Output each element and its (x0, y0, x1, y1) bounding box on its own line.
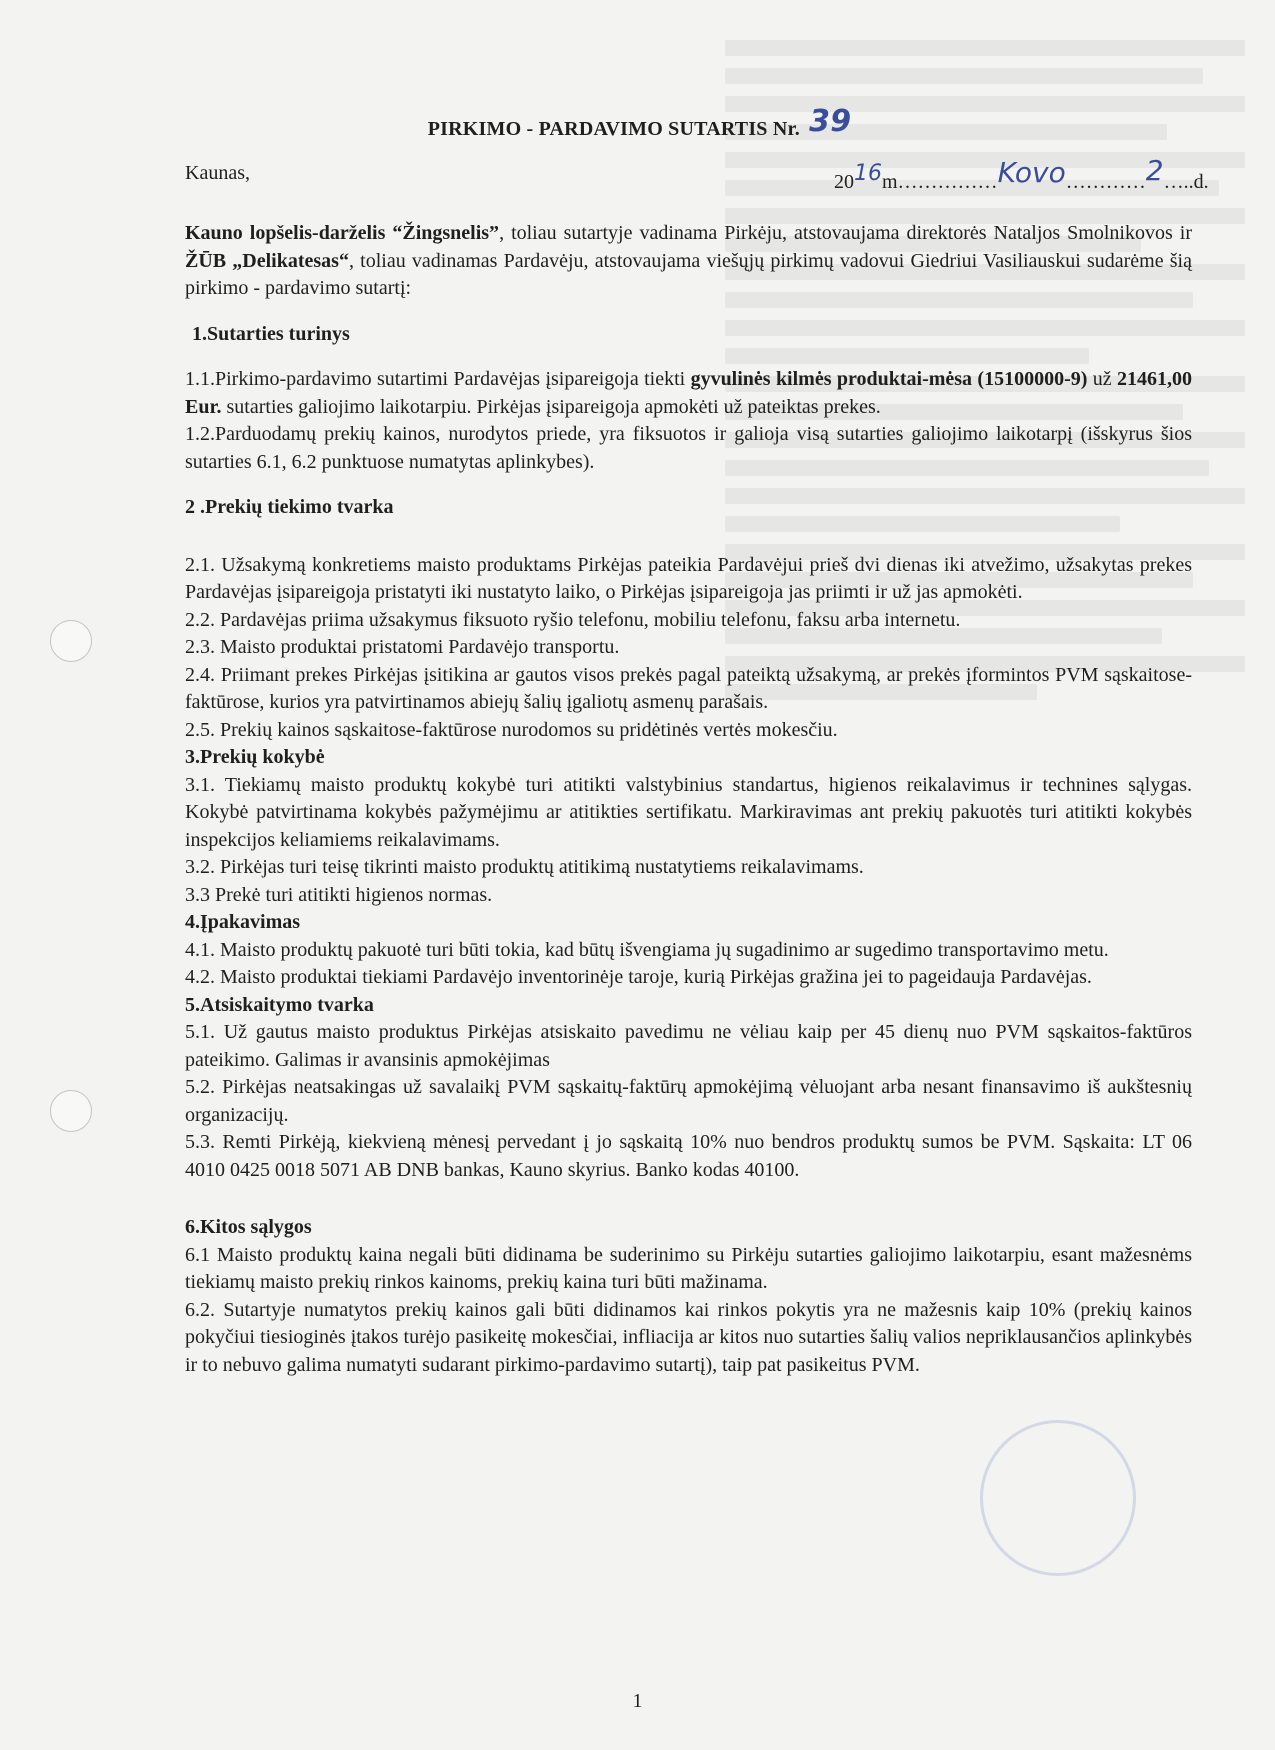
clause-4-2: 4.2. Maisto produktai tiekiami Pardavėjo inventorinėje taroje, kurią Pirkėjas gražina jei to pageidauja Pardavėjas. (185, 966, 1092, 988)
page-number: 1 (632, 1690, 643, 1712)
intro-paragraph: Kauno lopšelis-darželis “Žingsnelis”, toliau sutartyje vadinama Pirkėju, atstovaujama direktorės Nataljos Smolnikovos ir ŽŪB „Delikatesas“, toliau vadinamas Pardavėju, atstovaujama viešųjų pirkimų vadovui Giedriui Vasiliauskui sudarėme šią pirkimo - pardavimo sutartį: (185, 222, 1192, 299)
section-6-heading: 6.Kitos sąlygos (185, 1216, 312, 1238)
clause-3-1: 3.1. Tiekiamų maisto produktų kokybė turi atitikti valstybinius standartus, higienos reikalavimus ir technines sąlygas. Kokybė patvirtinama kokybės pažymėjimu ar atitikties sertifikatu. Markiravimas ant prekių pakuotės turi atitikti kokybės inspekcijos keliamiems reikalavimams. (185, 773, 1192, 851)
section-4-heading: 4.Įpakavimas (185, 911, 301, 933)
clause-1-1: 1.1.Pirkimo-pardavimo sutartimi Pardavėjas įsipareigoja tiekti gyvulinės kilmės produktai-mėsa (15100000-9) už 21461,00 Eur. sutarties galiojimo laikotarpiu. Pirkėjas įsipareigoja apmokėti už pateiktas prekes. (185, 368, 1192, 418)
clause-2-5: 2.5. Prekių kainos sąskaitose-faktūrose nurodomos su pridėtinės vertės mokesčiu. (185, 718, 838, 741)
city: Kaunas, (185, 162, 250, 184)
section-1-heading: 1.Sutarties turinys (192, 322, 350, 345)
clause-2-1: 2.1. Užsakymą konkretiems maisto produktams Pirkėjas pateikia Pardavėjui prieš dvi dienas iki atvežimo, užsakytas prekes Pardavėjas įsipareigoja pristatyti iki nustatyto laiko, o Pirkėjas įsipareigoja jas priimti ir už jas apmokėti. (185, 553, 1192, 603)
clause-1-2: 1.2.Parduodamų prekių kainos, nurodytos priede, yra fiksuotos ir galioja visą sutarties galiojimo laikotarpį (išskyrus šios sutarties 6.1, 6.2 punktuose numatytas aplinkybes). (185, 423, 1192, 473)
clause-6-2: 6.2. Sutartyje numatytos prekių kainos gali būti didinamos kai rinkos pokytis yra ne mažesnis kaip 10% (prekių kainos pokyčiui tiesioginės įtakos turėjo pasikeitę mokesčiai, infliacija ar kitos nuo sutarties šalių valios nepriklausančios aplinkybės ir to nebuvo galima numatyti sudarant pirkimo-pardavimo sutartį), taip pat pasikeitus PVM. (185, 1298, 1192, 1376)
clause-5-1: 5.1. Už gautus maisto produktus Pirkėjas atsiskaito pavedimu ne vėliau kaip per 45 dienų nuo PVM sąskaitos-faktūros pateikimo. Galimas ir avansinis apmokėjimas (185, 1021, 1192, 1071)
handwritten-number: 39 (809, 104, 852, 139)
clause-2-3: 2.3. Maisto produktai pristatomi Pardavėjo transportu. (185, 636, 620, 658)
punch-hole (50, 1090, 92, 1132)
contract-date: 2016m……………Kovo…………2…..d. (834, 154, 1209, 193)
clause-2-2: 2.2. Pardavėjas priima užsakymus fiksuoto ryšio telefonu, mobiliu telefonu, faksu arba internetu. (185, 608, 961, 631)
clause-2-4: 2.4. Priimant prekes Pirkėjas įsitikina ar gautos visos prekės pagal pateiktą užsakymą, ar prekės įformintos PVM sąskaitose-faktūrose, kurios yra patvirtinamos abiejų šalių įgaliotų asmenų parašais. (185, 663, 1192, 713)
clause-4-1: 4.1. Maisto produktų pakuotė turi būti tokia, kad būtų išvengiama jų sugadinimo ar sugedimo transportavimo metu. (185, 938, 1109, 961)
seal-stamp-show-through (980, 1420, 1136, 1576)
handwritten-day: 2 (1145, 154, 1164, 187)
clause-3-2: 3.2. Pirkėjas turi teisę tikrinti maisto produktų atitikimą nustatytiems reikalavimams. (185, 856, 864, 878)
section-5-heading: 5.Atsiskaitymo tvarka (185, 993, 374, 1016)
clause-5-2: 5.2. Pirkėjas neatsakingas už savalaikį PVM sąskaitų-faktūrų apmokėjimą vėluojant arba nesant finansavimo iš aukštesnių organizacijų. (185, 1076, 1192, 1126)
contract-body (185, 220, 1192, 1379)
section-2-heading: 2 .Prekių tiekimo tvarka (185, 496, 394, 518)
contract-title: PIRKIMO - PARDAVIMO SUTARTIS Nr. 39 (427, 104, 852, 140)
punch-hole (50, 620, 92, 662)
section-3-heading: 3.Prekių kokybė (185, 746, 325, 768)
clause-3-3: 3.3 Prekė turi atitikti higienos normas. (185, 883, 493, 906)
clause-5-3: 5.3. Remti Pirkėją, kiekvieną mėnesį pervedant į jo sąskaitą 10% nuo bendros produktų sumos be PVM. Sąskaita: LT 06 4010 0425 0018 5071 AB DNB bankas, Kauno skyrius. Banko kodas 40100. (185, 1131, 1192, 1181)
clause-6-1: 6.1 Maisto produktų kaina negali būti didinama be suderinimo su Pirkėju sutarties galiojimo laikotarpiu, esant mažesnėms tiekiamų maisto prekių rinkos kainoms, prekių kaina turi būti mažinama. (185, 1243, 1192, 1293)
handwritten-year: 16 (854, 161, 882, 186)
handwritten-month: Kovo (997, 156, 1066, 189)
